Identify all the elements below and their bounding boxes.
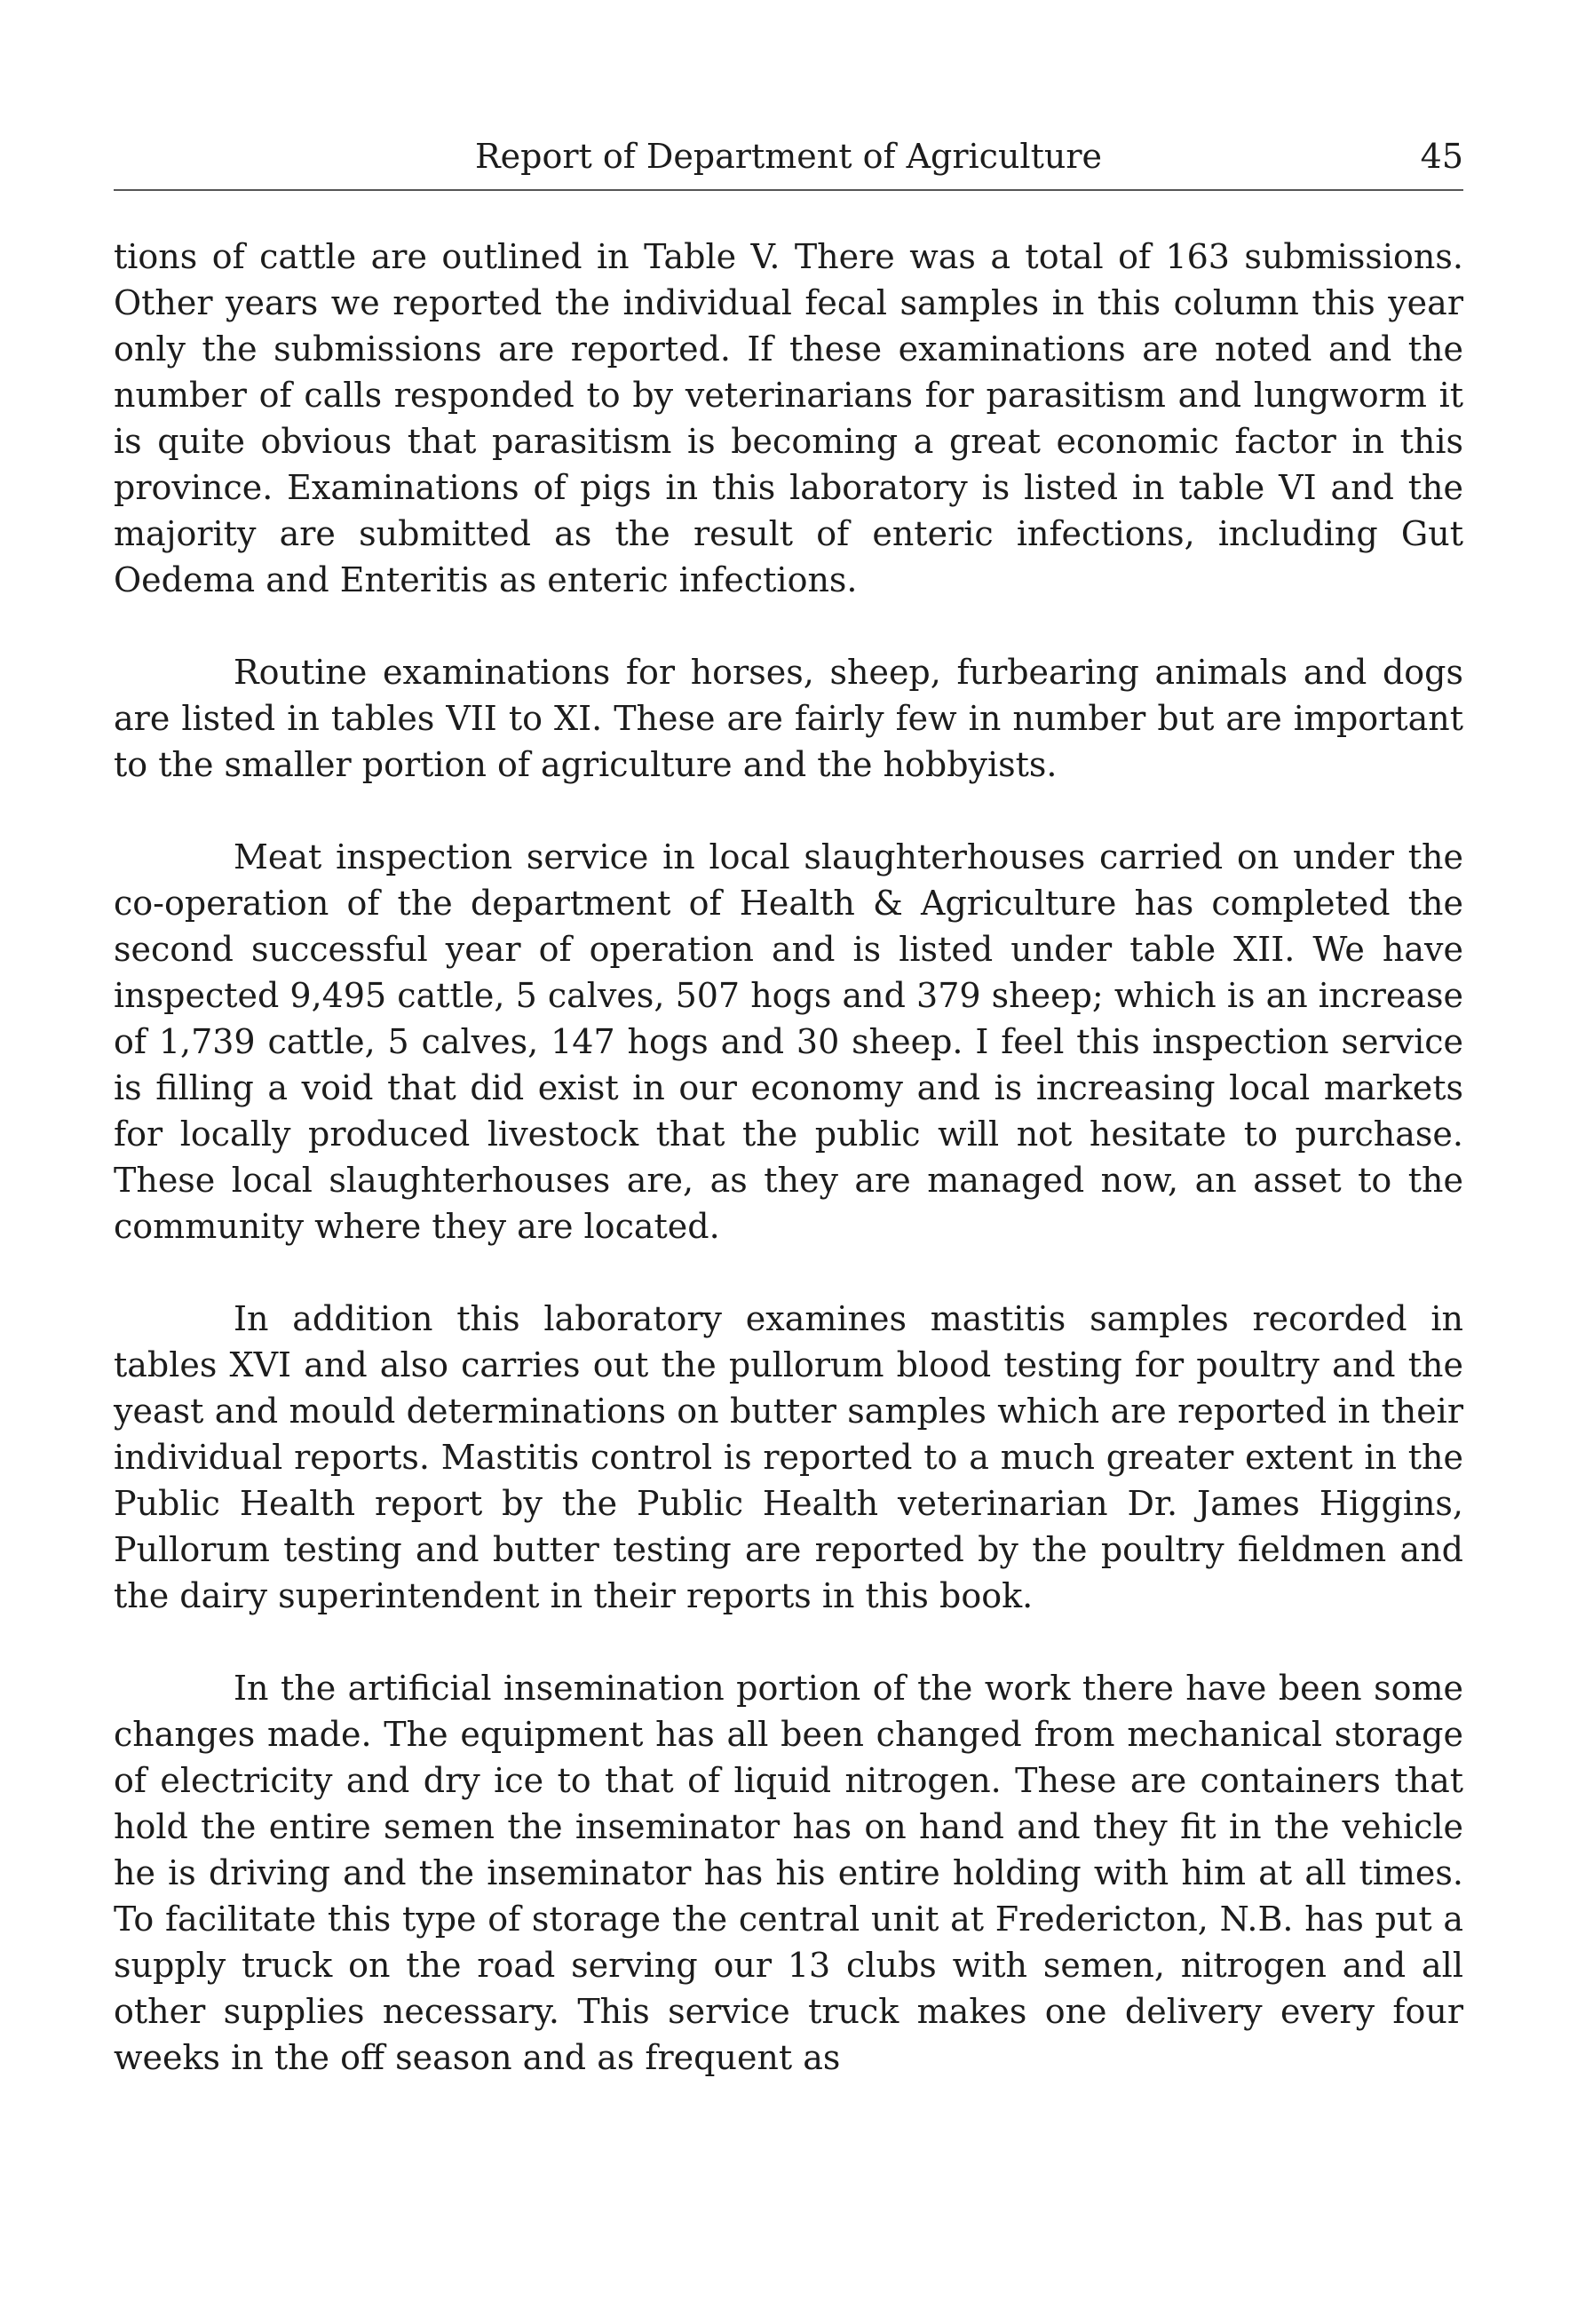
running-title: Report of Department of Agriculture (475, 137, 1102, 176)
paragraph-routine-examinations: Routine examinations for horses, sheep, furbearing animals and dogs are listed in tables VII to XI. These are fairly few in number but are important to the smaller portion of agriculture and the hobbyists. (114, 653, 1463, 784)
paragraph-continued: tions of cattle are outlined in Table V. There was a total of 163 submissions. Other years we reported the individual fecal samples in this column this year only the submissions are reported. If these examinations are noted and the number of calls responded to by veterinarians for parasitism and lungworm it is quite obvious that parasitism is becoming a great economic factor in this province. Examinations of pigs in this laboratory is listed in table VI and the majority are submitted as the result of enteric infections, including Gut Oedema and Enteritis as enteric infections. (114, 237, 1463, 599)
header-rule (114, 189, 1463, 191)
page-number: 45 (1420, 137, 1463, 176)
page-header (114, 129, 1463, 184)
paragraph-artificial-insemination: In the artificial insemination portion of the work there have been some changes made. The equipment has all been changed from mechanical storage of electricity and dry ice to that of liquid nitrogen. These are containers that hold the entire semen the inseminator has on hand and they fit in the vehicle he is driving and the inseminator has his entire holding with him at all times. To facilitate this type of storage the central unit at Fredericton, N.B. has put a supply truck on the road serving our 13 clubs with semen, nitrogen and all other supplies necessary. This service truck makes one delivery every four weeks in the off season and as frequent as (114, 1669, 1463, 2077)
paragraph-meat-inspection: Meat inspection service in local slaughterhouses carried on under the co-operation of the department of Health & Agriculture has completed the second successful year of operation and is listed under table XII. We have inspected 9,495 cattle, 5 calves, 507 hogs and 379 sheep; which is an increase of 1,739 cattle, 5 calves, 147 hogs and 30 sheep. I feel this inspection service is filling a void that did exist in our economy and is increasing local markets for locally produced livestock that the public will not hesitate to purchase. These local slaughterhouses are, as they are managed now, an asset to the community where they are located. (114, 837, 1463, 1246)
paragraph-mastitis: In addition this laboratory examines mastitis samples recorded in tables XVI and also carries out the pullorum blood testing for poultry and the yeast and mould determinations on butter samples which are reported in their individual reports. Mastitis control is reported to a much greater extent in the Public Health report by the Public Health veterinarian Dr. James Higgins, Pullorum testing and butter testing are reported by the poultry fieldmen and the dairy superintendent in their reports in this book. (114, 1299, 1463, 1615)
body-text (114, 234, 1463, 2127)
